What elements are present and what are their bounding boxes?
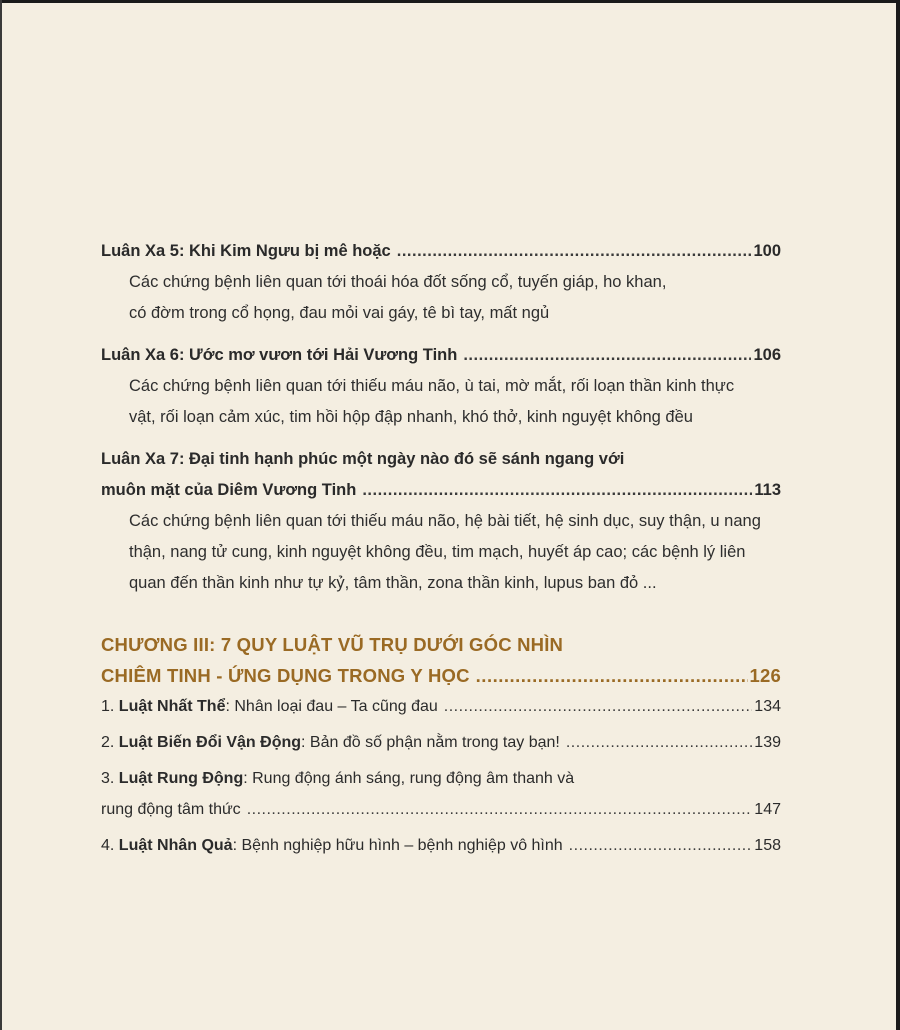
law-name: Luật Nhân Quả: [118, 837, 233, 854]
page-number: 134: [754, 698, 781, 715]
dot-leader: [362, 475, 752, 506]
toc-entry-law-4[interactable]: [101, 830, 781, 861]
dot-leader: [444, 691, 753, 722]
law-number: 1.: [101, 698, 115, 715]
dot-leader: [566, 727, 752, 758]
dot-leader: [247, 794, 753, 825]
dot-leader: [476, 660, 748, 691]
law-number: 4.: [101, 837, 115, 854]
entry-description: Các chứng bệnh liên quan tới thiếu máu não, ù tai, mờ mắt, rối loạn thần kinh thực: [129, 377, 735, 395]
page-edge-top: [0, 0, 900, 3]
toc-entry-luan-xa-7-line1[interactable]: Luân Xa 7: Đại tinh hạnh phúc một ngày nào đó sẽ sánh ngang với: [101, 450, 625, 468]
toc-entry-luan-xa-6[interactable]: [101, 340, 781, 371]
table-of-contents: [101, 236, 781, 861]
page-number: 147: [754, 801, 781, 818]
dot-leader: [569, 830, 753, 861]
entry-description: thận, nang tử cung, kinh nguyệt không đều, tim mạch, huyết áp cao; các bệnh lý liên: [129, 543, 746, 561]
page-number: 158: [754, 837, 781, 854]
entry-description: có đờm trong cổ họng, đau mỏi vai gáy, tê bì tay, mất ngủ: [129, 304, 550, 322]
law-text: : Nhân loại đau – Ta cũng đau: [225, 698, 438, 715]
law-text-continued: rung động tâm thức: [101, 801, 241, 818]
law-number: 3.: [101, 770, 115, 787]
chapter-title-line2: CHIÊM TINH - ỨNG DỤNG TRONG Y HỌC: [101, 665, 470, 686]
law-name: Luật Biến Đổi Vận Động: [118, 734, 302, 751]
chapter-title[interactable]: [101, 660, 781, 691]
dot-leader: [397, 236, 752, 267]
page-number: 106: [753, 346, 781, 364]
page-number: 126: [749, 665, 781, 686]
toc-entry-law-2[interactable]: [101, 727, 781, 758]
toc-entry-luan-xa-7[interactable]: [101, 475, 781, 506]
entry-description: vật, rối loạn cảm xúc, tim hồi hộp đập nhanh, khó thở, kinh nguyệt không đều: [129, 408, 693, 426]
law-text: : Rung động ánh sáng, rung động âm thanh và: [243, 770, 575, 787]
entry-title: Luân Xa 6: Ước mơ vươn tới Hải Vương Tinh: [101, 346, 458, 364]
law-name: Luật Rung Động: [118, 770, 244, 787]
entry-description: Các chứng bệnh liên quan tới thoái hóa đốt sống cổ, tuyến giáp, ho khan,: [129, 273, 667, 291]
page-edge-left: [0, 0, 2, 1030]
toc-entry-luan-xa-5[interactable]: [101, 236, 781, 267]
toc-entry-law-3[interactable]: [101, 794, 781, 825]
law-name: Luật Nhất Thể: [118, 698, 226, 715]
law-text: : Bản đồ số phận nằm trong tay bạn!: [301, 734, 560, 751]
law-number: 2.: [101, 734, 115, 751]
toc-entry-law-3-line1[interactable]: [101, 763, 781, 794]
page-number: 139: [754, 734, 781, 751]
chapter-title-line1[interactable]: CHƯƠNG III: 7 QUY LUẬT VŨ TRỤ DƯỚI GÓC NHÌN: [101, 634, 564, 655]
toc-entry-law-1[interactable]: [101, 691, 781, 722]
entry-description: Các chứng bệnh liên quan tới thiếu máu não, hệ bài tiết, hệ sinh dục, suy thận, u nang: [129, 512, 761, 530]
entry-description: quan đến thần kinh như tự kỷ, tâm thần, zona thần kinh, lupus ban đỏ ...: [129, 574, 657, 592]
entry-title: muôn mặt của Diêm Vương Tinh: [101, 481, 357, 499]
page-edge-right: [896, 0, 900, 1030]
law-text: : Bệnh nghiệp hữu hình – bệnh nghiệp vô hình: [232, 837, 563, 854]
entry-title: Luân Xa 5: Khi Kim Ngưu bị mê hoặc: [101, 242, 391, 260]
page-number: 100: [753, 242, 781, 260]
dot-leader: [463, 340, 751, 371]
page-number: 113: [754, 481, 781, 499]
